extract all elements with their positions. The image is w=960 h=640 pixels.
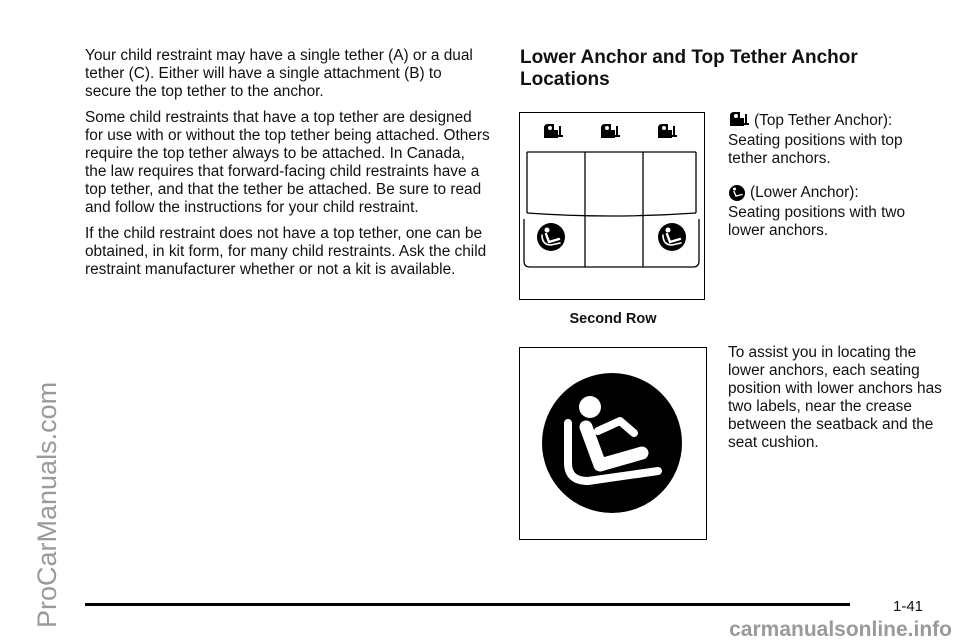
section-heading: Lower Anchor and Top Tether Anchor Locations bbox=[520, 47, 858, 90]
legend-top-tether-label: (Top Tether Anchor): bbox=[754, 112, 893, 129]
paragraph-top-tether-requirements: Some child restraints that have a top tether are designed for use with or without the top tether being attached. Others require the top tether always to be attached. In Canada, the law requires that forward-facing child restraints have a top tether, and that the tether be attached. Be sure to read and follow the instructions for your child restraint. bbox=[85, 109, 490, 216]
legend-lower-anchor-description: Seating positions with two lower anchors. bbox=[728, 204, 906, 239]
lower-anchor-symbol-box bbox=[519, 347, 707, 540]
lower-anchor-icon bbox=[658, 223, 686, 251]
site-footer bbox=[0, 619, 960, 640]
lower-anchor-icon bbox=[542, 373, 682, 513]
lower-anchor-icon bbox=[537, 223, 565, 251]
paragraph-kit: If the child restraint does not have a top tether, one can be obtained, in kit form, for many child restraints. Ask the child restraint manufacturer whether or not a kit is available. bbox=[85, 225, 487, 278]
top-tether-anchor-icon bbox=[728, 110, 750, 130]
paragraph-tether: Your child restraint may have a single tether (A) or a dual tether (C). Either will have a single attachment (B) to secure the top tether to the anchor. bbox=[85, 47, 473, 100]
assist-text: To assist you in locating the lower anchors, each seating position with lower anchors has two labels, near the crease between the seatback and the seat cushion. bbox=[728, 344, 942, 451]
page-number: 1-41 bbox=[893, 598, 924, 615]
top-tether-anchor-icon bbox=[544, 124, 563, 138]
lower-anchor-icon bbox=[728, 184, 746, 202]
left-column bbox=[85, 47, 490, 287]
site-footer-text: carmanualsonline.info bbox=[729, 619, 952, 640]
legend-top-tether-description: Seating positions with top tether anchors. bbox=[728, 132, 903, 167]
diagram-caption: Second Row bbox=[569, 311, 657, 327]
top-tether-anchor-icon bbox=[601, 124, 620, 138]
footer-rule bbox=[85, 603, 850, 606]
legend-lower-anchor bbox=[728, 184, 943, 240]
top-tether-anchor-icon bbox=[658, 124, 677, 138]
second-row-seat-diagram bbox=[519, 112, 705, 300]
legend-lower-anchor-label: (Lower Anchor): bbox=[750, 184, 859, 201]
legend-top-tether bbox=[728, 110, 943, 168]
watermark-text: ProCarManuals.com bbox=[32, 381, 62, 628]
watermark bbox=[6, 0, 66, 640]
